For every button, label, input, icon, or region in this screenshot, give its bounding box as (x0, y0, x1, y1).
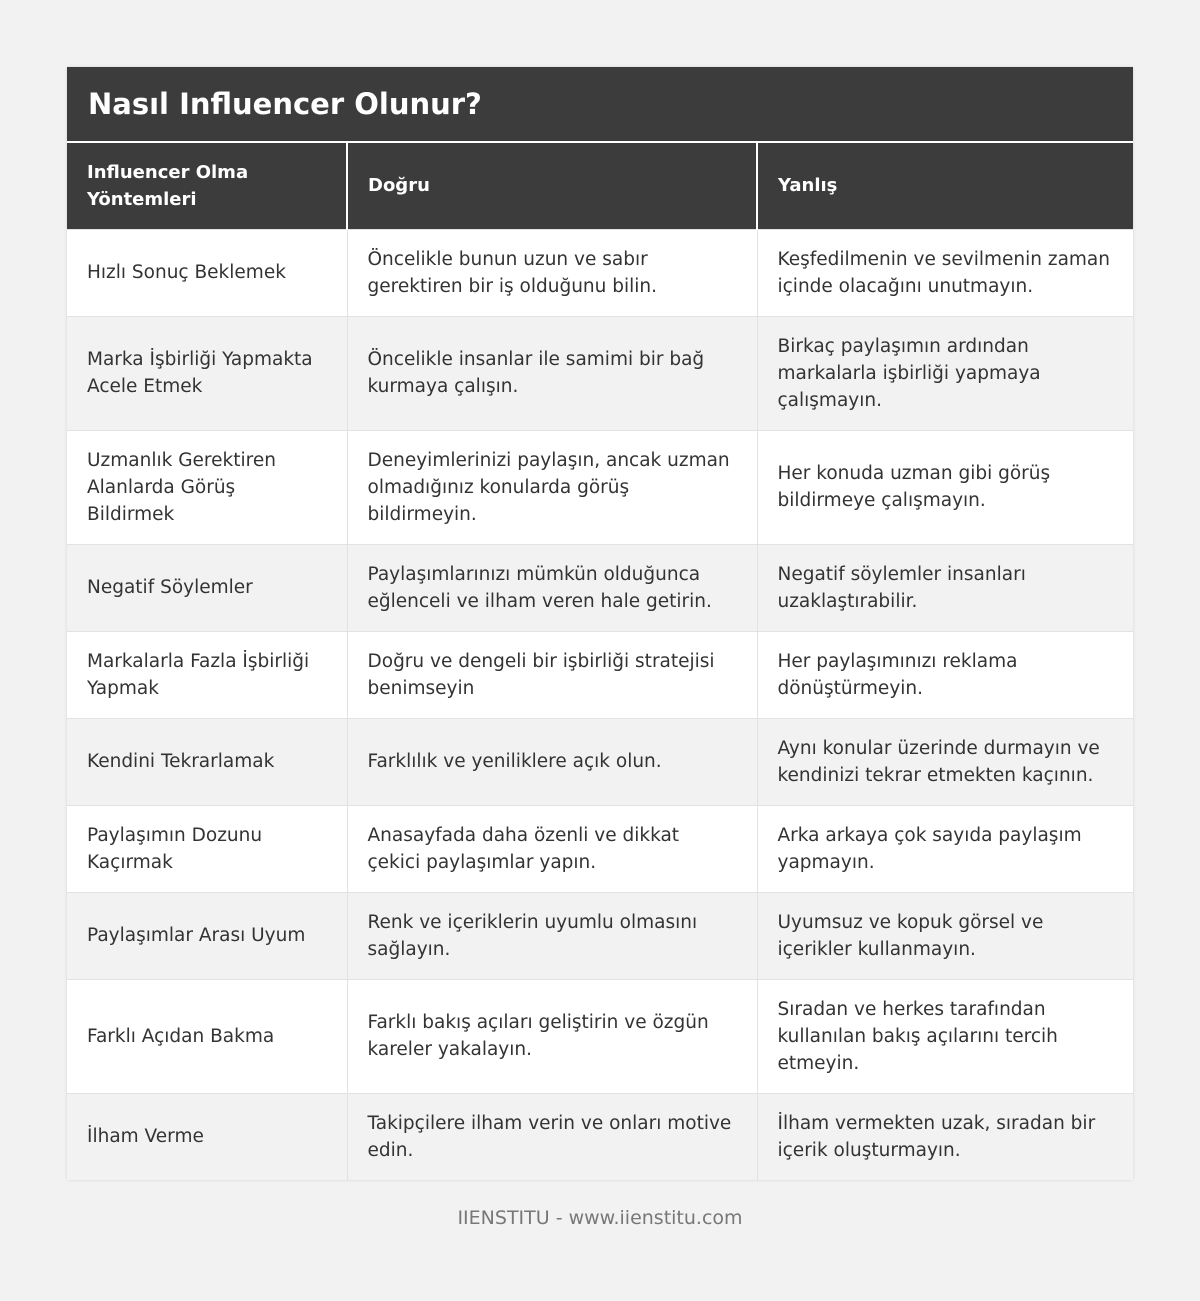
cell-wrong: Aynı konular üzerinde durmayın ve kendinizi tekrar etmekten kaçının. (757, 718, 1133, 805)
table-row (67, 892, 1133, 979)
influencer-table (67, 143, 1133, 1180)
cell-wrong: Uyumsuz ve kopuk görsel ve içerikler kullanmayın. (757, 892, 1133, 979)
column-header-wrong: Yanlış (757, 143, 1133, 229)
header-row (67, 143, 1133, 229)
cell-wrong: Her paylaşımınızı reklama dönüştürmeyin. (757, 631, 1133, 718)
cell-method: Paylaşımlar Arası Uyum (67, 892, 347, 979)
table-title: Nasıl Influencer Olunur? (67, 67, 1133, 143)
cell-wrong: Her konuda uzman gibi görüş bildirmeye çalışmayın. (757, 430, 1133, 544)
cell-correct: Doğru ve dengeli bir işbirliği stratejisi benimseyin (347, 631, 757, 718)
table-row (67, 1093, 1133, 1180)
cell-method: Markalarla Fazla İşbirliği Yapmak (67, 631, 347, 718)
cell-correct: Öncelikle bunun uzun ve sabır gerektiren bir iş olduğunu bilin. (347, 229, 757, 316)
cell-wrong: Birkaç paylaşımın ardından markalarla işbirliği yapmaya çalışmayın. (757, 316, 1133, 430)
table-row (67, 718, 1133, 805)
cell-method: Farklı Açıdan Bakma (67, 979, 347, 1093)
cell-method: Negatif Söylemler (67, 544, 347, 631)
table-row (67, 430, 1133, 544)
table-row (67, 631, 1133, 718)
cell-method: Kendini Tekrarlamak (67, 718, 347, 805)
cell-correct: Takipçilere ilham verin ve onları motive edin. (347, 1093, 757, 1180)
cell-method: Uzmanlık Gerektiren Alanlarda Görüş Bildirmek (67, 430, 347, 544)
column-header-correct: Doğru (347, 143, 757, 229)
cell-wrong: Sıradan ve herkes tarafından kullanılan bakış açılarını tercih etmeyin. (757, 979, 1133, 1093)
table-row (67, 316, 1133, 430)
cell-wrong: İlham vermekten uzak, sıradan bir içerik oluşturmayın. (757, 1093, 1133, 1180)
table-row (67, 229, 1133, 316)
cell-method: Paylaşımın Dozunu Kaçırmak (67, 805, 347, 892)
cell-wrong: Keşfedilmenin ve sevilmenin zaman içinde olacağını unutmayın. (757, 229, 1133, 316)
cell-method: İlham Verme (67, 1093, 347, 1180)
cell-correct: Farklı bakış açıları geliştirin ve özgün kareler yakalayın. (347, 979, 757, 1093)
table-row (67, 544, 1133, 631)
cell-method: Marka İşbirliği Yapmakta Acele Etmek (67, 316, 347, 430)
footer-credit: IIENSTITU - www.iienstitu.com (457, 1207, 743, 1229)
cell-wrong: Negatif söylemler insanları uzaklaştırabilir. (757, 544, 1133, 631)
cell-correct: Deneyimlerinizi paylaşın, ancak uzman olmadığınız konularda görüş bildirmeyin. (347, 430, 757, 544)
cell-correct: Öncelikle insanlar ile samimi bir bağ kurmaya çalışın. (347, 316, 757, 430)
cell-method: Hızlı Sonuç Beklemek (67, 229, 347, 316)
cell-wrong: Arka arkaya çok sayıda paylaşım yapmayın. (757, 805, 1133, 892)
cell-correct: Renk ve içeriklerin uyumlu olmasını sağlayın. (347, 892, 757, 979)
column-header-method: Influencer Olma Yöntemleri (67, 143, 347, 229)
table-row (67, 805, 1133, 892)
table-card (67, 67, 1133, 1180)
cell-correct: Anasayfada daha özenli ve dikkat çekici paylaşımlar yapın. (347, 805, 757, 892)
cell-correct: Paylaşımlarınızı mümkün olduğunca eğlenceli ve ilham veren hale getirin. (347, 544, 757, 631)
cell-correct: Farklılık ve yeniliklere açık olun. (347, 718, 757, 805)
table-row (67, 979, 1133, 1093)
